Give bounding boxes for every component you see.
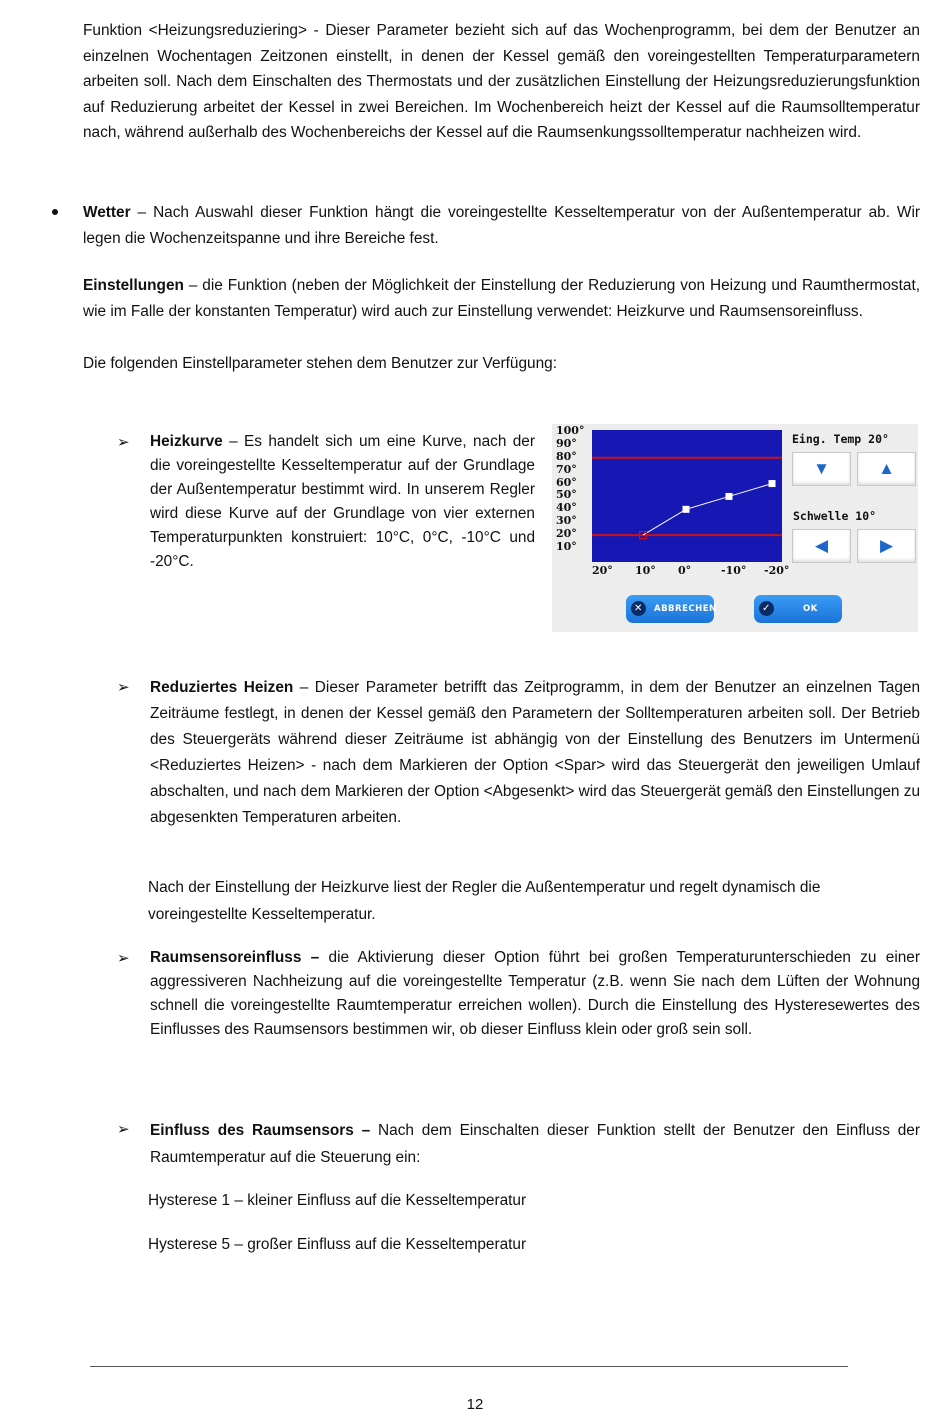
- y-tick-label: 40°: [556, 501, 577, 515]
- ok-button[interactable]: [754, 595, 842, 623]
- cancel-label: ABBRECHEN: [654, 604, 717, 614]
- heizkurve-text: – Es handelt sich um eine Kurve, nach der die voreingestellte Kesseltemperatur auf der Grundlage der Außentemperatur bestimmt wird. In unserem Regler wird diese Kurve auf der Grundlage von vier externen Temperaturpunkten konstruiert: 10°C, 0°C, -10°C und -20°C.: [150, 433, 535, 570]
- heizkurve-paragraph: [150, 430, 535, 574]
- data-point: [683, 506, 690, 513]
- y-tick-label: 100°: [556, 424, 585, 437]
- x-tick-label: 0°: [678, 564, 692, 577]
- raumsensor-title: Raumsensoreinfluss –: [150, 949, 320, 966]
- wetter-text: – Nach Auswahl dieser Funktion hängt die voreingestellte Kesseltemperatur von der Außentemperatur ab. Wir legen die Wochenzeitspanne und ihre Bereiche fest.: [83, 204, 920, 247]
- page-number: 12: [466, 1396, 484, 1413]
- triangle-down-icon: ▼: [813, 459, 830, 478]
- reduziertes-text: – Dieser Parameter betrifft das Zeitprogramm, in dem der Benutzer an einzelnen Tagen Zeiträume festlegt, in denen der Kessel gemäß den Parametern der Solltemperaturen arbeiten soll. Der Betrieb des Steuergeräts während dieser Zeiträume ist abhängig von der Einstellung des Benutzers im Untermenü <Reduziertes Heizen> - nach dem Markieren der Option <Spar> wird das Steuergerät den jeweiligen Umlauf abschalten, und nach dem Markieren der Option <Abgesenkt> wird das Steuergerät gemäß den Einstellungen zu abgesenkten Temperaturen arbeiten.: [150, 679, 921, 826]
- heating-curve-chart: [592, 430, 782, 562]
- triangle-right-icon: ▶: [879, 536, 894, 555]
- schwelle-label: Schwelle 10°: [793, 509, 877, 523]
- nach-einstellung-paragraph: Nach der Einstellung der Heizkurve liest der Regler die Außentemperatur und regelt dynamisch die voreingestellte Kesseltemperatur.: [148, 879, 821, 923]
- close-icon: ✕: [631, 601, 646, 616]
- check-icon: ✓: [759, 601, 774, 616]
- hysterese-1: Hysterese 1 – kleiner Einfluss auf die Kesseltemperatur: [148, 1192, 527, 1209]
- ok-label: OK: [803, 604, 818, 614]
- data-point: [769, 480, 776, 487]
- hysterese-5: Hysterese 5 – großer Einfluss auf die Kesseltemperatur: [148, 1236, 527, 1253]
- next-button[interactable]: [857, 529, 916, 563]
- arrow-bullet-icon: ➢: [117, 1121, 130, 1138]
- eing-temp-label: Eing. Temp 20°: [792, 432, 889, 446]
- reduziertes-paragraph: [150, 675, 920, 831]
- einfluss-title: Einfluss des Raumsensors –: [150, 1122, 371, 1139]
- triangle-up-icon: ▲: [878, 459, 895, 478]
- y-tick-label: 60°: [556, 475, 577, 489]
- x-tick-label: 10°: [635, 564, 656, 577]
- arrow-bullet-icon: ➢: [117, 679, 130, 696]
- y-tick-label: 70°: [556, 462, 577, 476]
- previous-button[interactable]: [792, 529, 851, 563]
- arrow-bullet-icon: ➢: [117, 950, 130, 967]
- einstellungen-title: Einstellungen: [83, 277, 184, 294]
- cancel-button[interactable]: [626, 595, 717, 623]
- intro-paragraph: [83, 18, 920, 146]
- einstellungen-paragraph: [83, 273, 920, 324]
- raumsensor-paragraph: [150, 946, 920, 1042]
- y-tick-label: 20°: [556, 527, 577, 541]
- series-line: [643, 484, 772, 536]
- einstellungen-text: – die Funktion (neben der Möglichkeit der Einstellung der Reduzierung von Heizung und Raumthermostat, wie im Falle der konstanten Temperatur) wird auch zur Einstellung verwendet: Heizkurve und Raumsensoreinfluss.: [83, 277, 920, 320]
- einfluss-paragraph: [150, 1117, 920, 1171]
- increase-button[interactable]: [857, 452, 916, 486]
- wetter-paragraph: [83, 200, 920, 251]
- y-tick-label: 30°: [556, 514, 577, 528]
- raumsensor-text: die Aktivierung dieser Option führt bei großen Temperaturunterschieden zu einer aggressiveren Nachheizung auf die voreingestellte Temperatur (z.B. wenn Sie nach dem Lüften der Wohnung schnell die voreingestellte Raumtemperatur erreichen wollen). Durch die Einstellung des Hysteresewertes des Einflusses des Raumsensors bestimmen wir, ob dieser Einfluss klein oder groß sein soll.: [150, 949, 920, 1038]
- y-tick-label: 80°: [556, 449, 577, 463]
- x-tick-label: -20°: [764, 564, 790, 577]
- y-tick-label: 90°: [556, 436, 577, 450]
- decrease-button[interactable]: [792, 452, 851, 486]
- arrow-bullet-icon: ➢: [117, 434, 130, 451]
- x-tick-label: 20°: [592, 564, 613, 577]
- wetter-title: Wetter: [83, 204, 131, 221]
- einfluss-text: Nach dem Einschalten dieser Funktion stellt der Benutzer den Einfluss der Raumtemperatur auf die Steuerung ein:: [150, 1122, 920, 1166]
- y-tick-label: 10°: [556, 540, 577, 553]
- reduziertes-title: Reduziertes Heizen: [150, 679, 294, 696]
- intro-text: - Dieser Parameter bezieht sich auf das Wochenprogramm, bei dem der Benutzer an einzelnen Wochentagen Zeitzonen einstellt, in denen der Kessel gemäß den voreingestellten Temperaturparametern arbeiten soll. Nach dem Einschalten des Thermostats und der zusätzlichen Einstellung der Heizungsreduzierungsfunktion auf Reduzierung arbeitet der Kessel in zwei Bereichen. Im Wochenbereich heizt der Kessel auf die Raumsolltemperatur nach, während außerhalb des Wochenbereichs der Kessel auf die Raumsenkungssolltemperatur nachheizen wird.: [83, 22, 920, 141]
- heizkurve-title: Heizkurve: [150, 433, 223, 450]
- data-point: [726, 493, 733, 500]
- triangle-left-icon: ◀: [814, 536, 829, 555]
- chart-plot-area: [592, 430, 782, 562]
- bullet-dot: [52, 209, 58, 215]
- einstellungen-line2: Die folgenden Einstellparameter stehen dem Benutzer zur Verfügung:: [83, 355, 557, 372]
- footer-divider: [90, 1366, 848, 1367]
- intro-label: Funktion <Heizungsreduziering>: [83, 22, 307, 39]
- x-tick-label: -10°: [721, 564, 747, 577]
- y-tick-label: 50°: [556, 488, 577, 502]
